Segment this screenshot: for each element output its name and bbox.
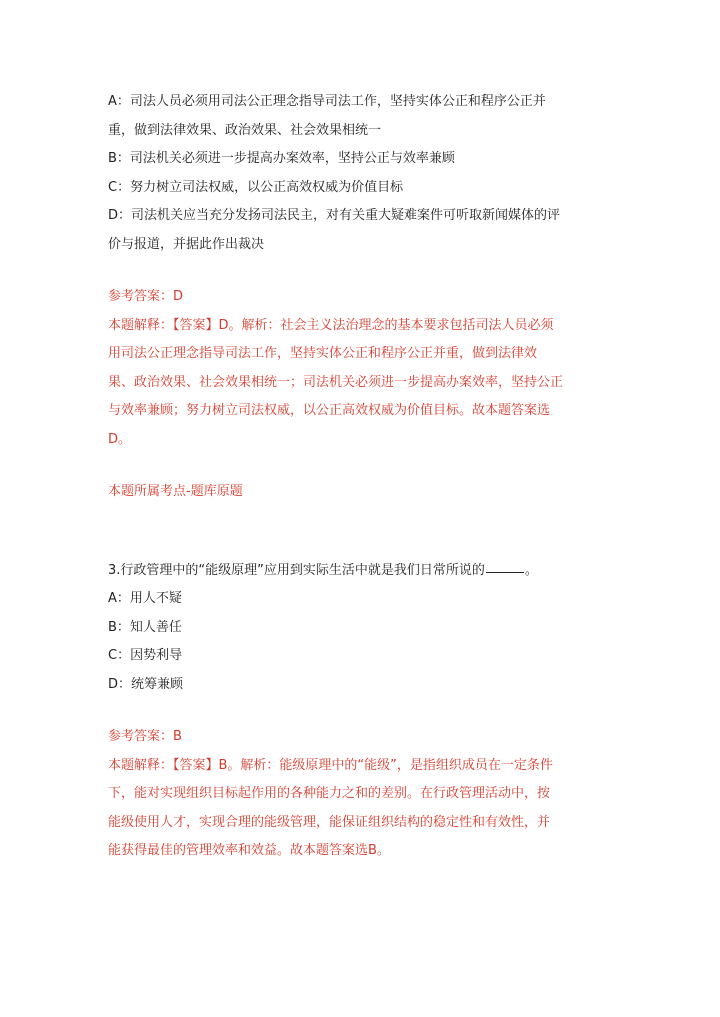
q3-option-c: C：因势利导 [108,648,183,663]
q3-option-d: D：统筹兼顾 [108,676,184,692]
q2-explanation-line: 果、政治效果、社会效果相统一；司法机关必须进一步提高办案效率，坚持公正 [108,374,564,390]
q3-stem [108,557,618,586]
q3-explanation-line: 本题解释：【答案】B。解析：能级原理中的“能级”，是指组织成员在一定条件 [108,757,553,773]
q2-explanation-line: 本题解释：【答案】D。解析：社会主义法治理念的基本要求包括司法人员必须 [108,317,554,333]
q3-explanation [108,752,618,866]
q3-option-a: A：用人不疑 [108,591,182,606]
q2-option-d-line1: D：司法机关应当充分发扬司法民主，对有关重大疑难案件可听取新闻媒体的评 [108,208,561,223]
q2-explanation-line: D。 [108,431,132,447]
q2-option-b: B：司法机关必须进一步提高办案效率，坚持公正与效率兼顾 [108,151,455,166]
q2-explanation [108,312,618,455]
document-page [108,88,618,866]
q2-options [108,88,618,259]
q3-options [108,585,618,699]
q3-explanation-line: 能获得最佳的管理效率和效益。故本题答案选B。 [108,843,390,858]
q3-option-b: B：知人善任 [108,619,182,635]
q3-explanation-line: 下，能对实现组织目标起作用的各种能力之和的差别。在行政管理活动中，按 [108,786,551,801]
q3-answer: 参考答案：B [108,729,182,744]
q3-stem-text: 3.行政管理中的“能级原理”应用到实际生活中就是我们日常所说的 [108,562,485,578]
q2-answer: 参考答案：D [108,289,184,304]
q2-explanation-line: 与效率兼顾；努力树立司法权威，以公正高效权威为价值目标。故本题答案选 [108,403,551,418]
q2-explanation-line: 用司法公正理念指导司法工作，坚持实体公正和程序公正并重，做到法律效 [108,346,538,361]
q2-option-d-line2: 价与报道，并据此作出裁决 [108,236,265,252]
q3-explanation-line: 能级使用人才，实现合理的能级管理，能保证组织结构的稳定性和有效性，并 [108,814,551,830]
q2-option-c: C：努力树立司法权威，以公正高效权威为价值目标 [108,179,404,195]
q3-stem-end: 。 [524,562,538,578]
q2-option-a-line2: 重，做到法律效果、政治效果、社会效果相统一 [108,122,382,138]
answer-blank [486,571,524,573]
q2-option-a-line1: A：司法人员必须用司法公正理念指导司法工作，坚持实体公正和程序公正并 [108,94,546,109]
q2-source-tag: 本题所属考点-题库原题 [108,484,243,499]
